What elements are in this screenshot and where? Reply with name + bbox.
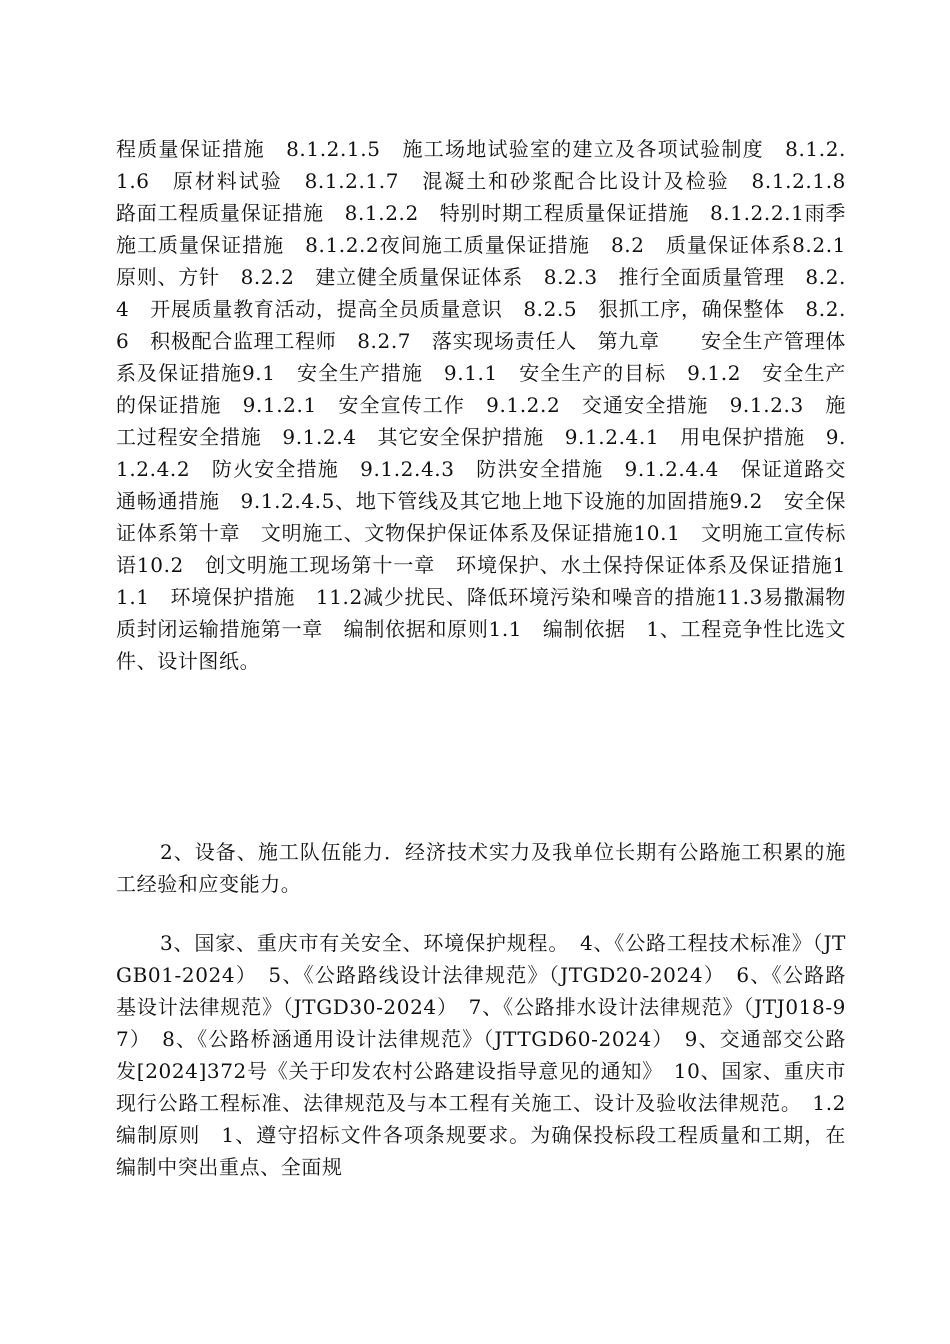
body-paragraph-2: 2、设备、施工队伍能力．经济技术实力及我单位长期有公路施工积累的施工经验和应变能力。 [116, 840, 846, 896]
body-paragraph-3: 3、国家、重庆市有关安全、环境保护规程。 4、《公路工程技术标准》（JTGB01-2024） 5、《公路路线设计法律规范》（JTGD20-2024） 6、《公路路基设计法律规范》（JTGD30-2024） 7、《公路排水设计法律规范》（JTJ018-97） 8、《公路桥涵通用设计法律规范》（JTTGD60-2024） 9、交通部交公路发[2024]372号《关于印发农村公路建设指导意见的通知》 10、国家、重庆市现行公路工程标准、法律规范及与本工程有关施工、设计及验收法律规范。 1.2编制原则 1、遵守招标文件各项条规要求。为确保投标段工程质量和工期，在编制中突出重点、全面规 [116, 931, 846, 1179]
body-paragraph-1: 程质量保证措施 8.1.2.1.5 施工场地试验室的建立及各项试验制度 8.1.2.1.6 原材料试验 8.1.2.1.7 混凝土和砂浆配合比设计及检验 8.1.2.1.8 路面工程质量保证措施 8.1.2.2 特别时期工程质量保证措施 8.1.2.2.1雨季施工质量保证措施 8.1.2.2夜间施工质量保证措施 8.2 质量保证体系8.2.1 原则、方针 8.2.2 建立健全质量保证体系 8.2.3 推行全面质量管理 8.2.4 开展质量教育活动，提高全员质量意识 8.2.5 狠抓工序，确保整体 8.2.6 积极配合监理工程师 8.2.7 落实现场责任人 第九章 安全生产管理体系及保证措施9.1 安全生产措施 9.1.1 安全生产的目标 9.1.2 安全生产的保证措施 9.1.2.1 安全宣传工作 9.1.2.2 交通安全措施 9.1.2.3 施工过程安全措施 9.1.2.4 其它安全保护措施 9.1.2.4.1 用电保护措施 9.1.2.4.2 防火安全措施 9.1.2.4.3 防洪安全措施 9.1.2.4.4 保证道路交通畅通措施 9.1.2.4.5、地下管线及其它地上地下设施的加固措施9.2 安全保证体系第十章 文明施工、文物保护保证体系及保证措施10.1 文明施工宣传标语10.2 创文明施工现场第十一章 环境保护、水土保持保证体系及保证措施11.1 环境保护措施 11.2减少扰民、降低环境污染和噪音的措施11.3易撒漏物质封闭运输措施第一章 编制依据和原则1.1 编制依据 1、工程竞争性比选文件、设计图纸。 [116, 137, 867, 673]
